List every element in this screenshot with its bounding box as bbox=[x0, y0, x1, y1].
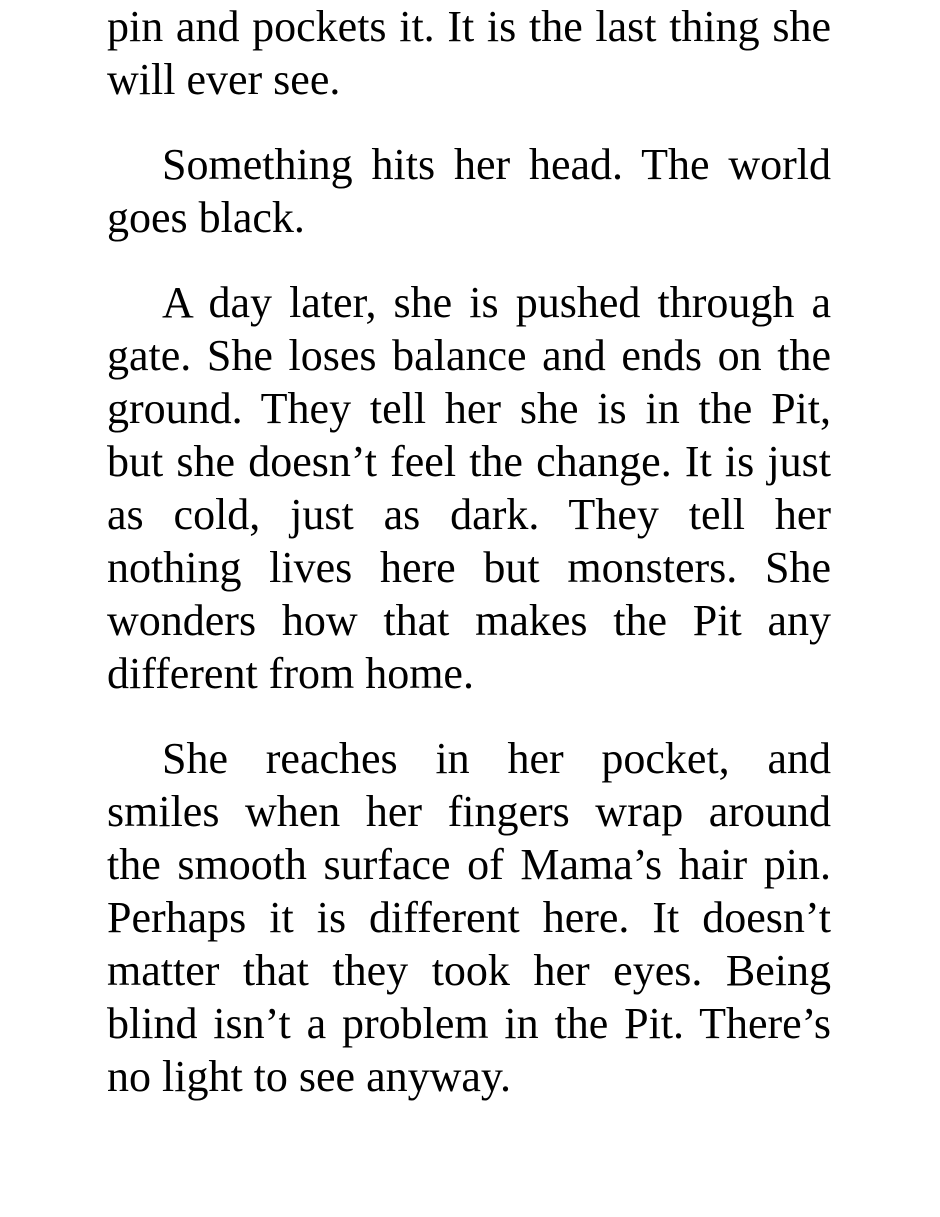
text-line: ground. They tell her she is in the Pit, bbox=[107, 384, 831, 433]
text-line: smiles when her fingers wrap around bbox=[107, 787, 831, 836]
paragraph bbox=[107, 0, 831, 106]
paragraph bbox=[107, 276, 831, 700]
text-line: goes black. bbox=[107, 193, 305, 242]
text-line: matter that they took her eyes. Being bbox=[107, 946, 831, 995]
text-line: as cold, just as dark. They tell her bbox=[107, 490, 831, 539]
book-page-text bbox=[107, 0, 831, 1103]
paragraph bbox=[107, 732, 831, 1103]
text-line: but she doesn’t feel the change. It is just bbox=[107, 437, 831, 486]
text-line: gate. She loses balance and ends on the bbox=[107, 331, 831, 380]
text-line: no light to see anyway. bbox=[107, 1052, 512, 1101]
text-line: blind isn’t a problem in the Pit. There’s bbox=[107, 999, 831, 1048]
text-line: the smooth surface of Mama’s hair pin. bbox=[107, 840, 831, 889]
text-line: She reaches in her pocket, and bbox=[162, 734, 831, 783]
text-line: will ever see. bbox=[107, 55, 341, 104]
text-line: Perhaps it is different here. It doesn’t bbox=[107, 893, 831, 942]
text-line: A day later, she is pushed through a bbox=[162, 278, 831, 327]
text-line: wonders how that makes the Pit any bbox=[107, 596, 831, 645]
text-line: pin and pockets it. It is the last thing she bbox=[107, 2, 831, 51]
text-line: Something hits her head. The world bbox=[162, 140, 831, 189]
text-line: different from home. bbox=[107, 649, 474, 698]
text-line: nothing lives here but monsters. She bbox=[107, 543, 831, 592]
paragraph bbox=[107, 138, 831, 244]
